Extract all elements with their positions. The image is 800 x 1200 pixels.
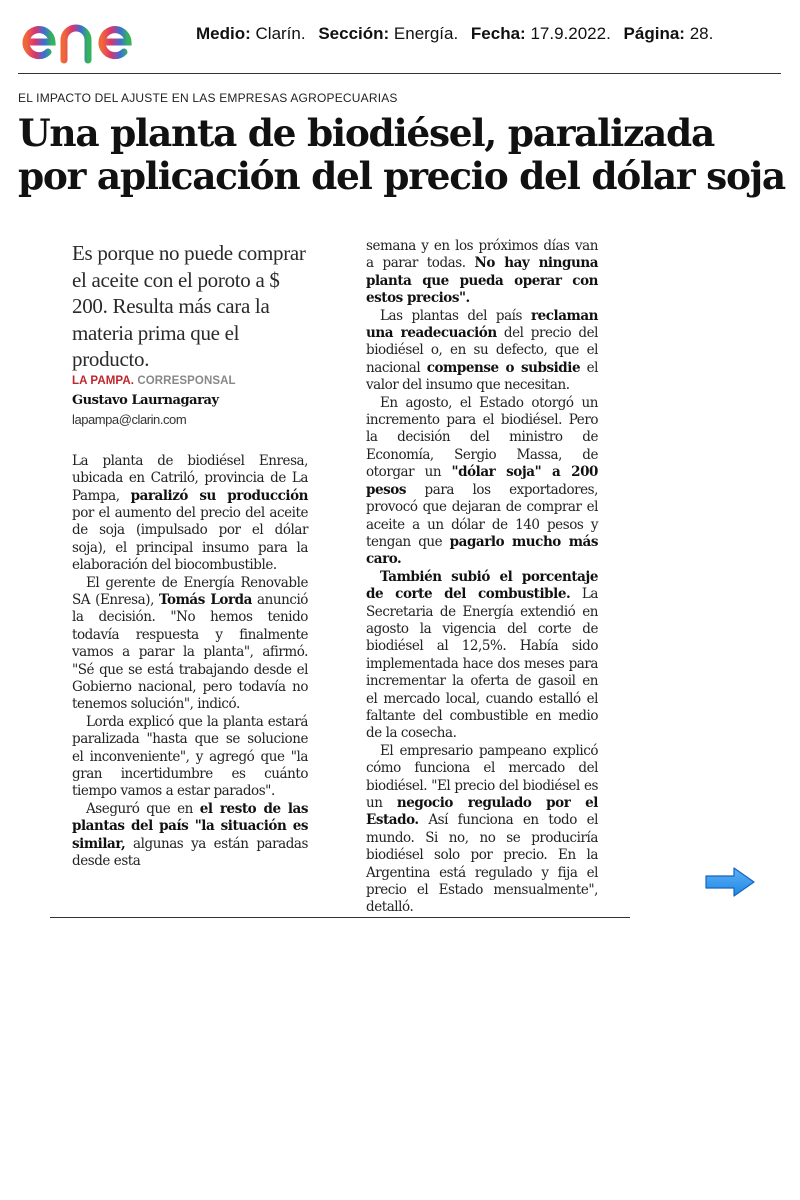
pagina-value: 28. [689,24,714,43]
text-bold: Tomás Lorda [159,591,252,608]
text-run: El empresario pampeano explicó cómo funciona el mercado del biodiésel. "El precio del biodiésel es un [366,742,598,811]
seccion-value: Energía. [393,24,459,43]
text-bold: pagarlo mucho más caro. [366,533,598,568]
text-run: por el aumento del precio del aceite de soja (impulsado por el dólar soja), el principal insumo para la elaboración del biocombustible. [72,504,308,574]
byline-email[interactable]: lapampa@clarin.com [72,412,187,428]
text-run: Así funciona en todo el mundo. Si no, no se produciría biodiésel solo por precio. En la Argentina está regulado y fija el precio el Estado mensualmente", detalló. [366,812,598,916]
text-bold: el resto de las plantas del país "la situación es similar, [72,800,308,852]
paragraph [72,801,308,871]
paragraph [366,395,598,569]
byline-place: LA PAMPA. [72,374,135,387]
byline-author: Gustavo Laurnagaray [72,392,219,408]
text-bold: No hay ninguna planta que pueda operar con estos precios". [366,255,598,307]
text-bold: "dólar soja" a 200 pesos [366,464,598,498]
paragraph [366,569,598,743]
byline-role: CORRESPONSAL [137,374,236,387]
paragraph [366,308,598,395]
paragraph [366,238,598,308]
arrow-right-icon[interactable] [704,866,756,898]
byline-place-line [72,373,308,390]
text-run: Las plantas del país [380,307,531,324]
article-column-left [72,240,308,870]
text-run: para los exportadores, provocó que dejaran de comprar el aceite a un dólar de 140 pesos y tengan que [366,481,598,550]
fecha-value: 17.9.2022. [530,24,611,43]
enel-logo [18,4,168,68]
text-bold: paralizó su producción [130,487,309,504]
seccion-label: Sección: [318,24,390,43]
medio-value: Clarín. [255,24,306,43]
pagina-label: Página: [623,24,685,43]
text-run: Aseguró que en [86,800,200,817]
footer-divider [50,917,630,918]
article-summary: Es porque no puede comprar el aceite con el poroto a $ 200. Resulta más cara la materia prima que el producto. [72,241,306,371]
article-column-right [366,238,598,917]
article-kicker: EL IMPACTO DEL AJUSTE EN LAS EMPRESAS AGROPECUARIAS [18,91,398,105]
paragraph [72,575,308,714]
text-run: el valor del insumo que necesitan. [366,359,599,394]
paragraph [72,453,308,575]
text-run: La Secretaria de Energía extendió en agosto la vigencia del corte de biodiésel al 12,5%. Había sido implementada hace dos meses para incrementar la oferta de gasoil en el mercado local, cuando estalló el faltante del combustible en medio de la cosecha. [366,586,598,742]
header-divider [18,73,781,74]
text-bold: reclaman una readecuación [366,307,598,342]
text-bold: compense o subsidie [426,359,581,376]
article-headline: Una planta de biodiésel, paralizada por aplicación del precio del dólar soja [18,111,785,198]
text-bold: negocio regulado por el Estado. [366,795,598,829]
paragraph [366,743,598,917]
text-run: anunció la decisión. "No hemos tenido todavía respuesta y finalmente vamos a parar la planta", afirmó. "Sé que se está trabajando desde el Gobierno nacional, pero todavía no tenemos solución", indicó. [72,591,308,713]
text-run: algunas ya están paradas desde esta [72,835,308,870]
text-bold: También subió el porcentaje de corte del combustible. [366,568,598,603]
press-clipping-metadata [196,24,713,44]
text-run: semana y en los próximos días van a parar todas. [366,238,598,272]
paragraph: Lorda explicó que la planta estará paralizada "hasta que se solucione el inconveniente", y agregó que "la gran incertidumbre es cuánto tiempo vamos a estar parados". [72,713,308,800]
text-run: El gerente de Energía Renovable SA (Enresa), [72,574,308,608]
fecha-label: Fecha: [470,24,526,43]
text-run: del precio del biodiésel o, en su defecto, que el nacional [366,325,598,376]
text-run: En agosto, el Estado otorgó un incremento para el biodiésel. Pero la decisión del ministro de Economía, Sergio Massa, de otorgar un [366,394,598,481]
medio-label: Medio: [196,24,251,43]
text-run: La planta de biodiésel Enresa, ubicada en Catriló, provincia de La Pampa, [72,452,308,504]
